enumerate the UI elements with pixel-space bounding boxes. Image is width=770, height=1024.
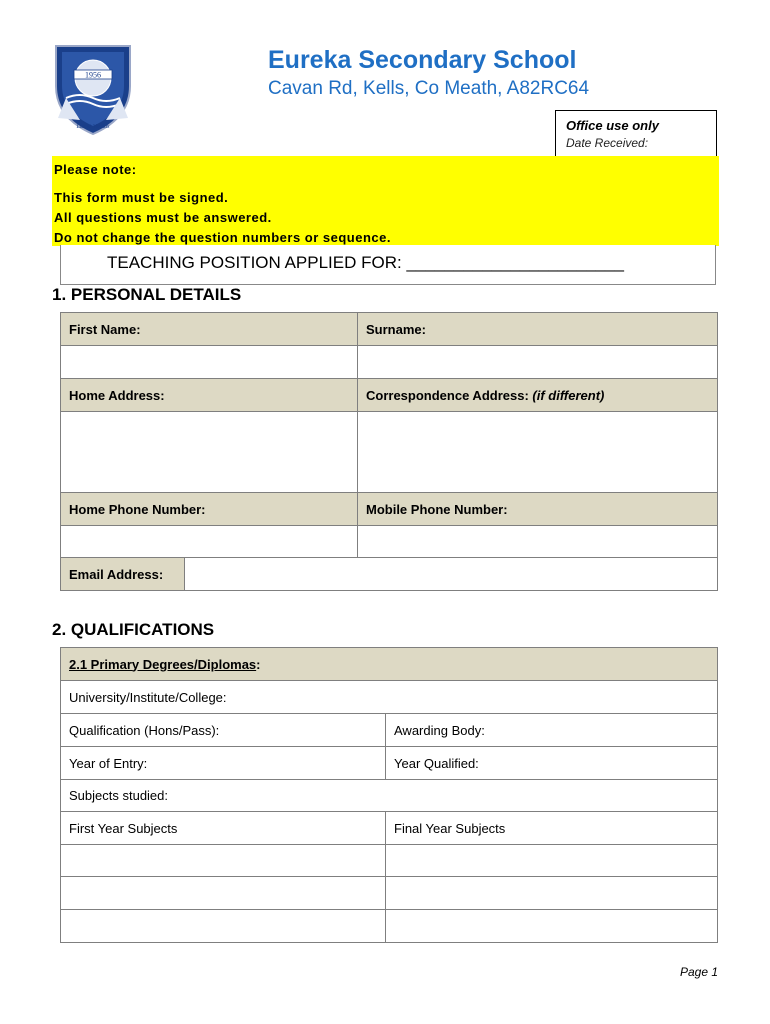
surname-field[interactable] [358, 346, 718, 379]
primary-degrees-suffix: : [256, 656, 261, 672]
note-title: Please note: [54, 162, 137, 177]
qualifications-table [60, 647, 718, 943]
surname-label: Surname: [358, 313, 718, 346]
mobile-phone-field[interactable] [358, 526, 718, 558]
home-address-label: Home Address: [61, 379, 358, 412]
final-year-subjects-label: Final Year Subjects [386, 812, 718, 845]
school-name: Eureka Secondary School [268, 46, 577, 74]
email-field[interactable] [185, 558, 718, 591]
correspondence-address-field[interactable] [358, 412, 718, 493]
mobile-phone-label: Mobile Phone Number: [358, 493, 718, 526]
final-year-subject-field[interactable] [386, 845, 718, 877]
teaching-position-label: TEACHING POSITION APPLIED FOR: _______________________ [107, 253, 624, 272]
email-table [60, 557, 718, 591]
awarding-body-field[interactable]: Awarding Body: [386, 714, 718, 747]
first-name-field[interactable] [61, 346, 358, 379]
home-phone-label: Home Phone Number: [61, 493, 358, 526]
qualification-field[interactable]: Qualification (Hons/Pass): [61, 714, 386, 747]
note-line: All questions must be answered. [54, 210, 272, 225]
date-received-label: Date Received: [566, 136, 649, 150]
personal-details-table [60, 312, 718, 558]
page-number: Page 1 [680, 965, 719, 979]
year-of-entry-field[interactable]: Year of Entry: [61, 747, 386, 780]
correspondence-address-note: (if different) [532, 387, 605, 403]
crest-motto: Lux et Veritas [76, 124, 110, 130]
note-line: Do not change the question numbers or sequence. [54, 230, 391, 245]
university-field[interactable]: University/Institute/College: [61, 681, 718, 714]
note-line: This form must be signed. [54, 190, 229, 205]
office-use-title: Office use only [566, 118, 659, 133]
primary-degrees-subheading [61, 648, 718, 681]
correspondence-address-label [358, 379, 718, 412]
first-year-subject-field[interactable] [61, 877, 386, 910]
teaching-position-field[interactable] [60, 245, 716, 285]
year-qualified-field[interactable]: Year Qualified: [386, 747, 718, 780]
email-label: Email Address: [61, 558, 185, 591]
please-note-box [52, 156, 719, 246]
school-address: Cavan Rd, Kells, Co Meath, A82RC64 [268, 78, 590, 99]
school-crest-logo [52, 40, 134, 136]
crest-year: 1956 [85, 70, 101, 80]
first-name-label: First Name: [61, 313, 358, 346]
qualifications-heading: 2. QUALIFICATIONS [52, 620, 215, 639]
first-year-subjects-label: First Year Subjects [61, 812, 386, 845]
first-year-subject-field[interactable] [61, 910, 386, 943]
home-address-field[interactable] [61, 412, 358, 493]
final-year-subject-field[interactable] [386, 910, 718, 943]
personal-details-heading: 1. PERSONAL DETAILS [52, 285, 242, 304]
correspondence-address-text: Correspondence Address: [366, 387, 529, 403]
home-phone-field[interactable] [61, 526, 358, 558]
subjects-studied-label: Subjects studied: [61, 780, 718, 812]
final-year-subject-field[interactable] [386, 877, 718, 910]
primary-degrees-text: 2.1 Primary Degrees/Diplomas [69, 656, 257, 672]
first-year-subject-field[interactable] [61, 845, 386, 877]
